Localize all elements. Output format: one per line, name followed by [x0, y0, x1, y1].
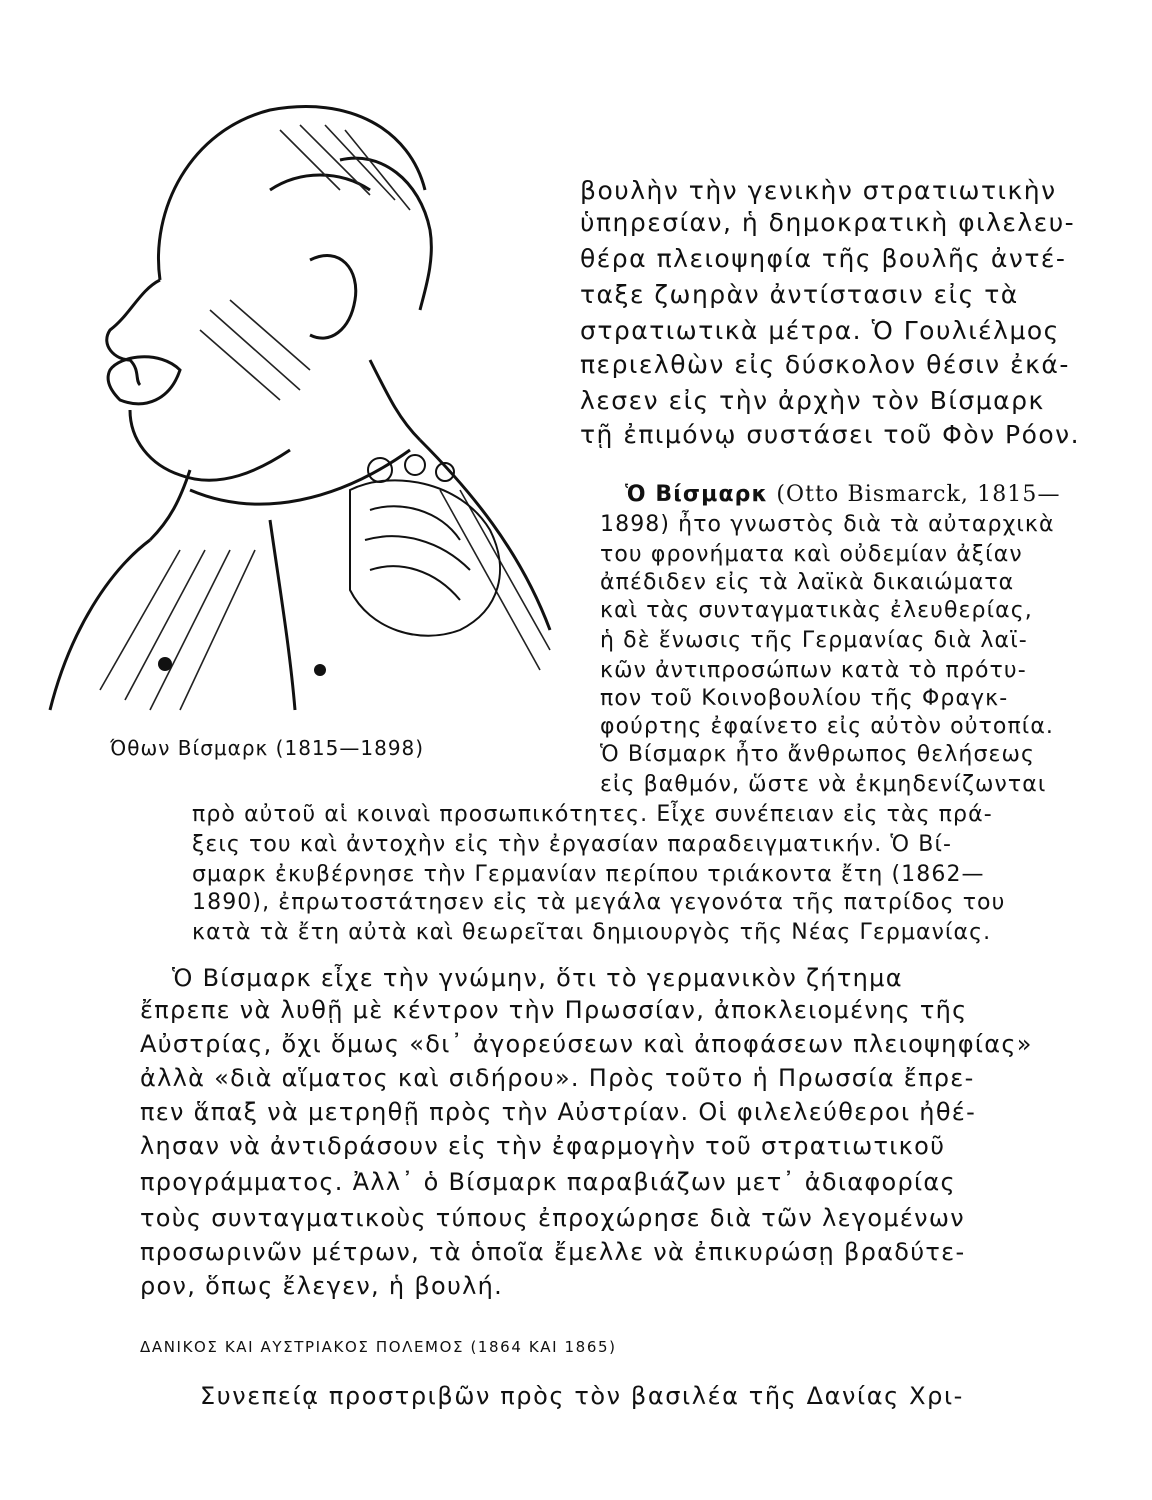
text-line: ἡ δὲ ἕνωσις τῆς Γερμανίας διὰ λαϊ- [600, 628, 1028, 653]
text-line: καὶ τὰς συνταγματικὰς ἐλευθερίας, [600, 598, 1033, 623]
text-line: προσωρινῶν μέτρων, τὰ ὁποῖα ἔμελλε νὰ ἐπικυρώσῃ βραδύτε- [140, 1238, 966, 1266]
text-line: 1890), ἐπρωτοστάτησεν εἰς τὰ μεγάλα γεγονότα τῆς πατρίδος του [192, 890, 1006, 915]
text-line: πον τοῦ Κοινοβουλίου τῆς Φραγκ- [600, 686, 1009, 711]
text-line: κατὰ τὰ ἔτη αὐτὰ καὶ θεωρεῖται δημιουργὸς τῆς Νέας Γερμανίας. [192, 920, 992, 945]
text-line: Συνεπείᾳ προστριβῶν πρὸς τὸν βασιλέα τῆς Δανίας Χρι- [200, 1382, 964, 1410]
text-line: τῇ ἐπιμόνῳ συστάσει τοῦ Φὸν Ρόον. [580, 420, 1081, 449]
text-line-rest: (Otto Bismarck, 1815— [768, 482, 1061, 507]
text-line: εἰς βαθμόν, ὥστε νὰ ἐκμηδενίζωνται [600, 772, 1047, 797]
text-line: ρον, ὅπως ἔλεγεν, ἡ βουλή. [140, 1272, 504, 1300]
text-line: προγράμματος. Ἀλλ᾽ ὁ Βίσμαρκ παραβιάζων μετ᾽ ἀδιαφορίας [140, 1168, 956, 1196]
text-line: Ὁ Βίσμαρκ εἶχε τὴν γνώμην, ὅτι τὸ γερμανικὸν ζήτημα [172, 964, 903, 992]
text-line: ἔπρεπε νὰ λυθῇ μὲ κέντρον τὴν Πρωσσίαν, ἀποκλειομένης τῆς [140, 996, 968, 1024]
text-line: βουλὴν τὴν γενικὴν στρατιωτικὴν [580, 176, 1057, 205]
text-line: ἀλλὰ «διὰ αἵματος καὶ σιδήρου». Πρὸς τοῦτο ἡ Πρωσσία ἔπρε- [140, 1064, 975, 1092]
text-line: κῶν ἀντιπροσώπων κατὰ τὸ πρότυ- [600, 658, 1027, 683]
text-line: Ὁ Βίσμαρκ ἦτο ἄνθρωπος θελήσεως [600, 742, 1036, 767]
text-line: ξεις του καὶ ἀντοχὴν εἰς τὴν ἐργασίαν παραδειγματικήν. Ὁ Βί- [192, 832, 953, 857]
text-line: φούρτης ἐφαίνετο εἰς αὐτὸν οὐτοπία. [600, 714, 1055, 739]
text-line: ἀπέδιδεν εἰς τὰ λαϊκὰ δικαιώματα [600, 570, 1015, 595]
text-line: ταξε ζωηρὰν ἀντίστασιν εἰς τὰ [580, 280, 1019, 309]
text-line: πεν ἅπαξ νὰ μετρηθῇ πρὸς τὴν Αὐστρίαν. Οἱ φιλελεύθεροι ἠθέ- [140, 1098, 977, 1126]
text-line: λεσεν εἰς τὴν ἀρχὴν τὸν Βίσμαρκ [580, 386, 1045, 415]
text-line: θέρα πλειοψηφία τῆς βουλῆς ἀντέ- [580, 244, 1067, 273]
text-line: πρὸ αὐτοῦ αἱ κοιναὶ προσωπικότητες. Εἶχε συνέπειαν εἰς τὰς πρά- [192, 802, 993, 827]
text-line: ὑπηρεσίαν, ἡ δημοκρατικὴ φιλελευ- [580, 208, 1076, 237]
text-line: του φρονήματα καὶ οὐδεμίαν ἀξίαν [600, 542, 1023, 567]
text-line: τοὺς συνταγματικοὺς τύπους ἐπροχώρησε διὰ τῶν λεγομένων [140, 1204, 965, 1232]
text-line: στρατιωτικὰ μέτρα. Ὁ Γουλιέλμος [580, 316, 1060, 345]
emphasized-name: Ὁ Βίσμαρκ [625, 482, 769, 507]
section-heading: ΔΑΝΙΚΟΣ ΚΑΙ ΑΥΣΤΡΙΑΚΟΣ ΠΟΛΕΜΟΣ (1864 ΚΑΙ 1865) [140, 1338, 617, 1356]
text-line: Αὐστρίας, ὄχι ὅμως «δι᾽ ἀγορεύσεων καὶ ἀποφάσεων πλειοψηφίας» [140, 1030, 1033, 1058]
portrait-caption: Όθων Βίσμαρκ (1815—1898) [110, 736, 425, 760]
text-line: λησαν νὰ ἀντιδράσουν εἰς τὴν ἐφαρμογὴν τοῦ στρατιωτικοῦ [140, 1132, 946, 1160]
text-line [625, 484, 1061, 506]
text-line: 1898) ἦτο γνωστὸς διὰ τὰ αὐταρχικὰ [600, 512, 1055, 537]
bismarck-portrait-illustration [40, 70, 560, 720]
text-line: περιελθὼν εἰς δύσκολον θέσιν ἐκά- [580, 350, 1070, 379]
text-line: σμαρκ ἐκυβέρνησε τὴν Γερμανίαν περίπου τριάκοντα ἔτη (1862— [192, 862, 985, 887]
